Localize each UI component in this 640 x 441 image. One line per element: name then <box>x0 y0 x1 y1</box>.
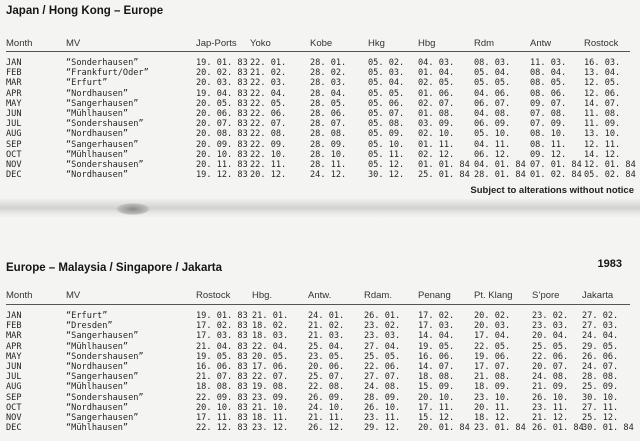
section1-cell-r1-c3: 21. 02. <box>250 68 287 79</box>
section1-cell-r0-c5: 05. 02. <box>368 58 405 68</box>
section2-cell-r6-c5: 27. 07. <box>364 372 401 383</box>
section1-cell-r0-c8: 11. 03. <box>530 58 567 68</box>
section1-cell-r4-c2: 20. 05. 83 <box>196 98 248 109</box>
section1-cell-r3-c6: 01. 06. <box>418 88 455 99</box>
section2-cell-r5-c4: 20. 06. <box>308 362 345 372</box>
section2-cell-r11-c6: 20. 01. 84 <box>418 423 470 434</box>
section1-cell-r4-c6: 02. 07. <box>418 98 455 109</box>
section1-cell-r11-c2: 19. 12. 83 <box>196 170 248 181</box>
section2-cell-r9-c4: 24. 10. <box>308 402 345 413</box>
section1-cell-r9-c8: 09. 12. <box>530 149 567 160</box>
section2-cell-r0-c6: 17. 02. <box>418 311 455 321</box>
section1-cell-r3-c0: APR <box>6 88 22 99</box>
section1-cell-r5-c7: 04. 08. <box>474 109 511 119</box>
section2-cell-r0-c0: JAN <box>6 311 22 321</box>
section2-cell-r11-c2: 22. 12. 83 <box>196 423 248 434</box>
section1-cell-r10-c6: 01. 01. 84 <box>418 160 470 170</box>
section2-cell-r7-c5: 24. 08. <box>364 382 401 393</box>
section1-cell-r2-c9: 12. 05. <box>584 78 621 89</box>
alterations-note: Subject to alterations without notice <box>470 185 634 196</box>
section2-cell-r11-c4: 26. 12. <box>308 423 345 434</box>
section1-cell-r3-c1: “Nordhausen” <box>66 88 129 99</box>
section1-title: Japan / Hong Kong – Europe <box>6 5 164 17</box>
section1-cell-r6-c0: JUL <box>6 119 22 130</box>
section2-header-8: S’pore <box>532 290 560 301</box>
section1-cell-r9-c3: 22. 10. <box>250 149 287 160</box>
section2-header-3: Hbg. <box>252 290 273 301</box>
section2-cell-r5-c2: 16. 06. 83 <box>196 362 248 372</box>
section1-cell-r10-c3: 22. 11. <box>250 160 287 170</box>
section1-cell-r5-c1: “Mühlhausen” <box>66 109 129 119</box>
section1-cell-r10-c8: 07. 01. 84 <box>530 160 582 170</box>
section1-cell-r8-c8: 08. 11. <box>530 139 567 150</box>
section2-cell-r8-c1: “Sondershausen” <box>66 392 144 403</box>
section1-header-9: Rostock <box>584 38 619 49</box>
section2-cell-r10-c8: 21. 12. <box>532 413 569 423</box>
section1-cell-r3-c4: 28. 04. <box>310 88 347 99</box>
section2-cell-r8-c6: 20. 10. <box>418 392 455 403</box>
section2-cell-r6-c4: 25. 07. <box>308 372 345 383</box>
section2-cell-r3-c0: APR <box>6 341 22 352</box>
section2-cell-r3-c7: 22. 05. <box>474 341 511 352</box>
section2-cell-r9-c6: 17. 11. <box>418 402 455 413</box>
section1-cell-r2-c1: “Erfurt” <box>66 78 108 89</box>
section2-cell-r7-c1: “Mühlhausen” <box>66 382 129 393</box>
section2-cell-r6-c9: 28. 08. <box>582 372 619 383</box>
section1-cell-r2-c2: 20. 03. 83 <box>196 78 248 89</box>
section2-header-7: Pt. Klang <box>474 290 513 301</box>
section2-cell-r3-c2: 21. 04. 83 <box>196 341 248 352</box>
section2-cell-r11-c9: 30. 01. 84 <box>582 423 634 434</box>
section1-cell-r8-c9: 12. 11. <box>584 139 621 150</box>
section1-cell-r2-c4: 28. 03. <box>310 78 347 89</box>
section1-cell-r9-c9: 14. 12. <box>584 149 621 160</box>
section1-cell-r0-c7: 08. 03. <box>474 58 511 68</box>
section2-cell-r10-c1: “Sangerhausen” <box>66 413 139 423</box>
section1-cell-r6-c7: 06. 09. <box>474 119 511 130</box>
section1-cell-r0-c6: 04. 03. <box>418 58 455 68</box>
section2-cell-r4-c2: 19. 05. 83 <box>196 351 248 362</box>
section2-cell-r5-c5: 22. 06. <box>364 362 401 372</box>
section1-cell-r1-c8: 08. 04. <box>530 68 567 79</box>
section1-cell-r8-c1: “Sangerhausen” <box>66 139 139 150</box>
section1-cell-r2-c8: 08. 05. <box>530 78 567 89</box>
section1-cell-r2-c6: 02. 05. <box>418 78 455 89</box>
section1-header-7: Rdm <box>474 38 495 49</box>
section1-cell-r10-c4: 28. 11. <box>310 160 347 170</box>
section1-cell-r1-c4: 28. 02. <box>310 68 347 79</box>
section2-cell-r5-c8: 20. 07. <box>532 362 569 372</box>
section2-cell-r9-c5: 26. 10. <box>364 402 401 413</box>
section1-cell-r10-c0: NOV <box>6 160 22 170</box>
section1-cell-r8-c7: 04. 11. <box>474 139 511 150</box>
section1-cell-r6-c9: 11. 09. <box>584 119 621 130</box>
section1-cell-r0-c9: 16. 03. <box>584 58 621 68</box>
section1-cell-r5-c9: 11. 08. <box>584 109 621 119</box>
section2-cell-r2-c5: 23. 03. <box>364 331 401 342</box>
section1-cell-r9-c6: 02. 12. <box>418 149 455 160</box>
section2-header-2: Rostock <box>196 290 231 301</box>
section2-cell-r3-c4: 25. 04. <box>308 341 345 352</box>
section2-cell-r4-c8: 22. 06. <box>532 351 569 362</box>
section1-cell-r4-c1: “Sangerhausen” <box>66 98 139 109</box>
section2-cell-r10-c6: 15. 12. <box>418 413 455 423</box>
section2-cell-r0-c7: 20. 02. <box>474 311 511 321</box>
section2-header-0: Month <box>6 290 33 301</box>
paper-fold <box>0 199 640 219</box>
section2-cell-r8-c5: 28. 09. <box>364 392 401 403</box>
section2-cell-r1-c5: 23. 02. <box>364 321 401 332</box>
section1-cell-r5-c5: 05. 07. <box>368 109 405 119</box>
section1-cell-r0-c0: JAN <box>6 58 22 68</box>
section2-cell-r1-c1: “Dresden” <box>66 321 113 332</box>
section1-header-1: MV <box>66 38 81 49</box>
section1-header-6: Hbg <box>418 38 436 49</box>
section1-cell-r4-c8: 09. 07. <box>530 98 567 109</box>
section2-cell-r6-c1: “Sangerhausen” <box>66 372 139 383</box>
section2-cell-r7-c0: AUG <box>6 382 22 393</box>
section2-cell-r1-c7: 20. 03. <box>474 321 511 332</box>
section2-cell-r8-c4: 26. 09. <box>308 392 345 403</box>
section2-cell-r9-c0: OCT <box>6 402 22 413</box>
section1-cell-r10-c9: 12. 01. 84 <box>584 160 636 170</box>
section1-cell-r7-c2: 20. 08. 83 <box>196 129 248 140</box>
section2-cell-r10-c5: 23. 11. <box>364 413 401 423</box>
section1-cell-r9-c4: 28. 10. <box>310 149 347 160</box>
section1-cell-r8-c5: 05. 10. <box>368 139 405 150</box>
section2-cell-r6-c7: 21. 08. <box>474 372 511 383</box>
section2-cell-r9-c7: 20. 11. <box>474 402 511 413</box>
section1-cell-r7-c8: 08. 10. <box>530 129 567 140</box>
section1-cell-r11-c8: 01. 02. 84 <box>530 170 582 181</box>
section2-cell-r2-c3: 18. 03. <box>252 331 289 342</box>
section2-cell-r0-c2: 19. 01. 83 <box>196 311 248 321</box>
section2-cell-r7-c7: 18. 09. <box>474 382 511 393</box>
section2-cell-r11-c3: 23. 12. <box>252 423 289 434</box>
section2-cell-r0-c9: 27. 02. <box>582 311 619 321</box>
section1-cell-r0-c1: “Sonderhausen” <box>66 58 139 68</box>
section1-cell-r7-c3: 22. 08. <box>250 129 287 140</box>
section1-cell-r6-c2: 20. 07. 83 <box>196 119 248 130</box>
section2-cell-r1-c6: 17. 03. <box>418 321 455 332</box>
section2-cell-r10-c4: 21. 11. <box>308 413 345 423</box>
section2-cell-r8-c8: 26. 10. <box>532 392 569 403</box>
section1-cell-r9-c7: 06. 12. <box>474 149 511 160</box>
section1-cell-r11-c3: 20. 12. <box>250 170 287 181</box>
section2-cell-r1-c2: 17. 02. 83 <box>196 321 248 332</box>
section2-header-6: Penang <box>418 290 451 301</box>
section2-cell-r4-c7: 19. 06. <box>474 351 511 362</box>
section1-cell-r11-c5: 30. 12. <box>368 170 405 181</box>
section1-cell-r7-c7: 05. 10. <box>474 129 511 140</box>
section1-cell-r0-c4: 28. 01. <box>310 58 347 68</box>
section1-cell-r5-c3: 22. 06. <box>250 109 287 119</box>
section1-cell-r2-c5: 05. 04. <box>368 78 405 89</box>
section1-cell-r7-c1: “Nordhausen” <box>66 129 129 140</box>
section2-cell-r6-c8: 24. 08. <box>532 372 569 383</box>
section2-cell-r7-c2: 18. 08. 83 <box>196 382 248 393</box>
section1-cell-r9-c0: OCT <box>6 149 22 160</box>
section1-cell-r4-c5: 05. 06. <box>368 98 405 109</box>
section2-cell-r6-c2: 21. 07. 83 <box>196 372 248 383</box>
schedule-year: 1983 <box>597 258 622 270</box>
section2-cell-r4-c9: 26. 06. <box>582 351 619 362</box>
section2-cell-r10-c9: 25. 12. <box>582 413 619 423</box>
section1-cell-r4-c3: 22. 05. <box>250 98 287 109</box>
section2-cell-r9-c1: “Nordhausen” <box>66 402 129 413</box>
section2-cell-r0-c5: 26. 01. <box>364 311 401 321</box>
section2-cell-r4-c5: 25. 05. <box>364 351 401 362</box>
section2-cell-r10-c0: NOV <box>6 413 22 423</box>
section2-cell-r6-c3: 22. 07. <box>252 372 289 383</box>
section2-title: Europe – Malaysia / Singapore / Jakarta <box>6 262 223 274</box>
section2-header-4: Antw. <box>308 290 332 301</box>
section2-cell-r3-c8: 25. 05. <box>532 341 569 352</box>
section1-cell-r7-c0: AUG <box>6 129 22 140</box>
section2-cell-r8-c2: 22. 09. 83 <box>196 392 248 403</box>
section2-cell-r11-c0: DEC <box>6 423 22 434</box>
section2-header-5: Rdam. <box>364 290 392 301</box>
section2-cell-r5-c1: “Nordhausen” <box>66 362 129 372</box>
section2-cell-r2-c8: 20. 04. <box>532 331 569 342</box>
section2-cell-r11-c5: 29. 12. <box>364 423 401 434</box>
section2-cell-r3-c3: 22. 04. <box>252 341 289 352</box>
section1-cell-r6-c3: 22. 07. <box>250 119 287 130</box>
section2-cell-r2-c6: 14. 04. <box>418 331 455 342</box>
section2-cell-r3-c5: 27. 04. <box>364 341 401 352</box>
section1-cell-r4-c9: 14. 07. <box>584 98 621 109</box>
section1-header-8: Antw <box>530 38 552 49</box>
section2-cell-r7-c4: 22. 08. <box>308 382 345 393</box>
section1-cell-r10-c7: 04. 01. 84 <box>474 160 526 170</box>
section1-cell-r1-c6: 01. 04. <box>418 68 455 79</box>
section1-cell-r0-c2: 19. 01. 83 <box>196 58 248 68</box>
section2-cell-r2-c2: 17. 03. 83 <box>196 331 248 342</box>
section1-header-0: Month <box>6 38 33 49</box>
section2-cell-r4-c3: 20. 05. <box>252 351 289 362</box>
section1-cell-r8-c0: SEP <box>6 139 22 150</box>
section2-cell-r8-c9: 30. 10. <box>582 392 619 403</box>
section2-cell-r3-c1: “Mühlhausen” <box>66 341 129 352</box>
section1-cell-r3-c8: 08. 06. <box>530 88 567 99</box>
section2-cell-r8-c0: SEP <box>6 392 22 403</box>
section2-cell-r11-c7: 23. 01. 84 <box>474 423 526 434</box>
section1-cell-r8-c2: 20. 09. 83 <box>196 139 248 150</box>
section2-cell-r2-c9: 24. 04. <box>582 331 619 342</box>
section2-cell-r10-c2: 17. 11. 83 <box>196 413 248 423</box>
section2-cell-r0-c8: 23. 02. <box>532 311 569 321</box>
section2-cell-r8-c7: 23. 10. <box>474 392 511 403</box>
section2-header-9: Jakarta <box>582 290 614 301</box>
section2-cell-r11-c1: “Mühlhausen” <box>66 423 129 434</box>
section1-cell-r9-c1: “Mühlhausen” <box>66 149 129 160</box>
section1-cell-r5-c0: JUN <box>6 109 22 119</box>
section1-cell-r7-c6: 02. 10. <box>418 129 455 140</box>
section1-cell-r5-c8: 07. 08. <box>530 109 567 119</box>
section2-cell-r2-c1: “Sangerhausen” <box>66 331 139 342</box>
section2-cell-r8-c3: 23. 09. <box>252 392 289 403</box>
section1-cell-r2-c3: 22. 03. <box>250 78 287 89</box>
section1-cell-r11-c1: “Nordhausen” <box>66 170 129 181</box>
paper-fold-mark <box>116 203 150 215</box>
section1-cell-r8-c6: 01. 11. <box>418 139 455 150</box>
section1-header-4: Kobe <box>310 38 333 49</box>
section2-cell-r0-c3: 21. 01. <box>252 311 289 321</box>
section1-header-2: Jap-Ports <box>196 38 237 49</box>
section1-cell-r10-c5: 05. 12. <box>368 160 405 170</box>
section2-cell-r0-c4: 24. 01. <box>308 311 345 321</box>
section2-cell-r7-c9: 25. 09. <box>582 382 619 393</box>
section1-cell-r5-c4: 28. 06. <box>310 109 347 119</box>
section1-cell-r11-c7: 28. 01. 84 <box>474 170 526 181</box>
section1-cell-r0-c3: 22. 01. <box>250 58 287 68</box>
section2-header-rule <box>6 304 630 305</box>
section2-cell-r4-c4: 23. 05. <box>308 351 345 362</box>
section1-header-rule <box>6 51 630 52</box>
section1-cell-r9-c2: 20. 10. 83 <box>196 149 248 160</box>
section2-cell-r5-c9: 24. 07. <box>582 362 619 372</box>
section2-cell-r10-c3: 18. 11. <box>252 413 289 423</box>
section1-cell-r7-c9: 13. 10. <box>584 129 621 140</box>
section2-cell-r9-c2: 20. 10. 83 <box>196 402 248 413</box>
section2-cell-r3-c9: 29. 05. <box>582 341 619 352</box>
section2-cell-r9-c3: 21. 10. <box>252 402 289 413</box>
section2-cell-r11-c8: 26. 01. 84 <box>532 423 584 434</box>
section2-cell-r2-c7: 17. 04. <box>474 331 511 342</box>
section1-cell-r8-c3: 22. 09. <box>250 139 287 150</box>
section1-cell-r4-c0: MAY <box>6 98 22 109</box>
section1-cell-r3-c5: 05. 05. <box>368 88 405 99</box>
section1-cell-r10-c2: 20. 11. 83 <box>196 160 248 170</box>
section2-cell-r10-c7: 18. 12. <box>474 413 511 423</box>
section1-cell-r6-c8: 07. 09. <box>530 119 567 130</box>
section2-header-1: MV <box>66 290 81 301</box>
section2-cell-r5-c0: JUN <box>6 362 22 372</box>
section1-cell-r7-c4: 28. 08. <box>310 129 347 140</box>
section1-cell-r4-c4: 28. 05. <box>310 98 347 109</box>
section2-cell-r0-c1: “Erfurt” <box>66 311 108 321</box>
section2-cell-r4-c1: “Sondershausen” <box>66 351 144 362</box>
section1-cell-r10-c1: “Sondershausen” <box>66 160 144 170</box>
section2-cell-r7-c6: 15. 09. <box>418 382 455 393</box>
section1-cell-r6-c4: 28. 07. <box>310 119 347 130</box>
section1-header-3: Yoko <box>250 38 271 49</box>
section2-cell-r9-c8: 23. 11. <box>532 402 569 413</box>
section2-cell-r6-c6: 18. 08. <box>418 372 455 383</box>
section2-cell-r3-c6: 19. 05. <box>418 341 455 352</box>
section1-cell-r3-c9: 12. 06. <box>584 88 621 99</box>
section2-cell-r7-c8: 21. 09. <box>532 382 569 393</box>
section1-cell-r6-c1: “Sondershausen” <box>66 119 144 130</box>
section1-cell-r2-c0: MAR <box>6 78 22 89</box>
section1-cell-r5-c2: 20. 06. 83 <box>196 109 248 119</box>
section1-cell-r11-c6: 25. 01. 84 <box>418 170 470 181</box>
section1-cell-r3-c7: 04. 06. <box>474 88 511 99</box>
section1-cell-r6-c5: 05. 08. <box>368 119 405 130</box>
section2-cell-r5-c3: 17. 06. <box>252 362 289 372</box>
section2-cell-r1-c4: 21. 02. <box>308 321 345 332</box>
section1-cell-r4-c7: 06. 07. <box>474 98 511 109</box>
section2-cell-r2-c4: 21. 03. <box>308 331 345 342</box>
section1-cell-r2-c7: 05. 05. <box>474 78 511 89</box>
section1-cell-r3-c3: 22. 04. <box>250 88 287 99</box>
section1-cell-r1-c7: 05. 04. <box>474 68 511 79</box>
section2-cell-r4-c0: MAY <box>6 351 22 362</box>
section2-cell-r1-c9: 27. 03. <box>582 321 619 332</box>
section2-cell-r2-c0: MAR <box>6 331 22 342</box>
section1-cell-r1-c5: 05. 03. <box>368 68 405 79</box>
section1-cell-r11-c4: 24. 12. <box>310 170 347 181</box>
section2-cell-r7-c3: 19. 08. <box>252 382 289 393</box>
section2-cell-r5-c7: 17. 07. <box>474 362 511 372</box>
section1-header-5: Hkg <box>368 38 385 49</box>
section1-cell-r1-c9: 13. 04. <box>584 68 621 79</box>
section1-cell-r8-c4: 28. 09. <box>310 139 347 150</box>
section2-cell-r6-c0: JUL <box>6 372 22 383</box>
section1-cell-r6-c6: 03. 09. <box>418 119 455 130</box>
section1-cell-r3-c2: 19. 04. 83 <box>196 88 248 99</box>
section2-cell-r1-c8: 23. 03. <box>532 321 569 332</box>
section2-cell-r5-c6: 14. 07. <box>418 362 455 372</box>
section2-cell-r4-c6: 16. 06. <box>418 351 455 362</box>
section1-cell-r11-c0: DEC <box>6 170 22 181</box>
section1-cell-r5-c6: 01. 08. <box>418 109 455 119</box>
section2-cell-r9-c9: 27. 11. <box>582 402 619 413</box>
section1-cell-r7-c5: 05. 09. <box>368 129 405 140</box>
section1-cell-r11-c9: 05. 02. 84 <box>584 170 636 181</box>
section2-cell-r1-c0: FEB <box>6 321 22 332</box>
section1-cell-r1-c0: FEB <box>6 68 22 79</box>
section1-cell-r1-c1: “Frankfurt/Oder” <box>66 68 149 79</box>
section2-cell-r1-c3: 18. 02. <box>252 321 289 332</box>
section1-cell-r9-c5: 05. 11. <box>368 149 405 160</box>
section1-cell-r1-c2: 20. 02. 83 <box>196 68 248 79</box>
